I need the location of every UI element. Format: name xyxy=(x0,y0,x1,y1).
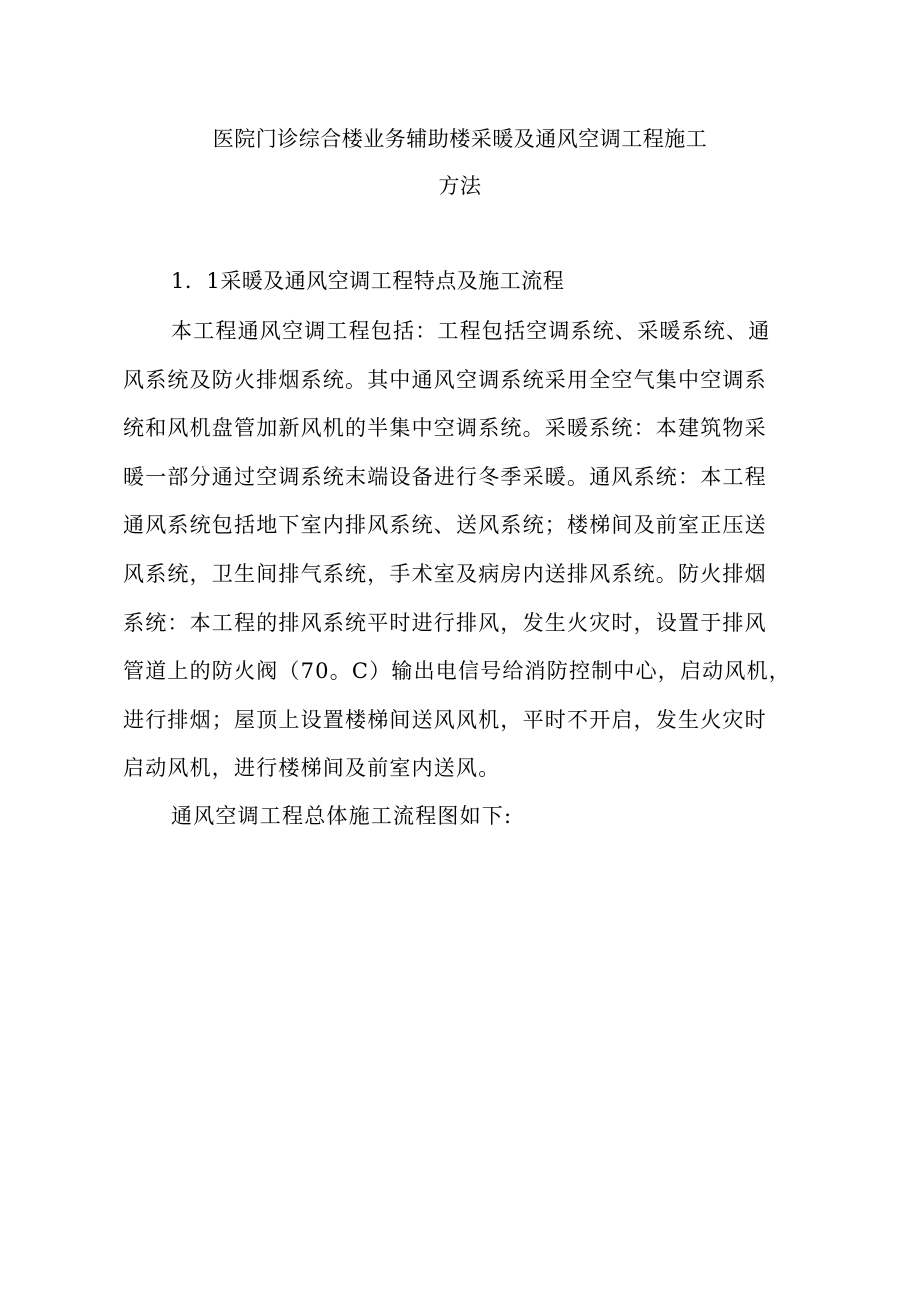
document-title-line-1: 医院门诊综合楼业务辅助楼采暖及通风空调工程施工 xyxy=(212,127,708,151)
document-title-line-2: 方法 xyxy=(438,174,482,198)
paragraph-line: 进行排烟；屋顶上设置楼梯间送风风机，平时不开启，发生火灾时 xyxy=(123,707,767,732)
paragraph-line: 管道上的防火阀（70。C）输出电信号给消防控制中心，启动风机， xyxy=(123,659,791,684)
paragraph-line: 风系统，卫生间排气系统，手术室及病房内送排风系统。防火排烟 xyxy=(123,561,767,586)
paragraph-line: 通风系统包括地下室内排风系统、送风系统；楼梯间及前室正压送 xyxy=(123,513,767,538)
paragraph-line: 启动风机，进行楼梯间及前室内送风。 xyxy=(123,756,501,781)
paragraph-line: 系统：本工程的排风系统平时进行排风，发生火灾时，设置于排风 xyxy=(123,610,767,635)
paragraph-line: 统和风机盘管加新风机的半集中空调系统。采暖系统：本建筑物采 xyxy=(123,416,767,441)
body-paragraph xyxy=(123,316,813,802)
paragraph-line: 本工程通风空调工程包括：工程包括空调系统、采暖系统、通 xyxy=(171,319,771,343)
paragraph-line: 风系统及防火排烟系统。其中通风空调系统采用全空气集中空调系 xyxy=(123,367,767,392)
paragraph-line: 暖一部分通过空调系统末端设备进行冬季采暖。通风系统：本工程 xyxy=(123,464,767,489)
flow-chart-intro: 通风空调工程总体施工流程图如下: xyxy=(171,804,513,828)
section-heading: 1．1采暖及通风空调工程特点及施工流程 xyxy=(171,269,565,293)
